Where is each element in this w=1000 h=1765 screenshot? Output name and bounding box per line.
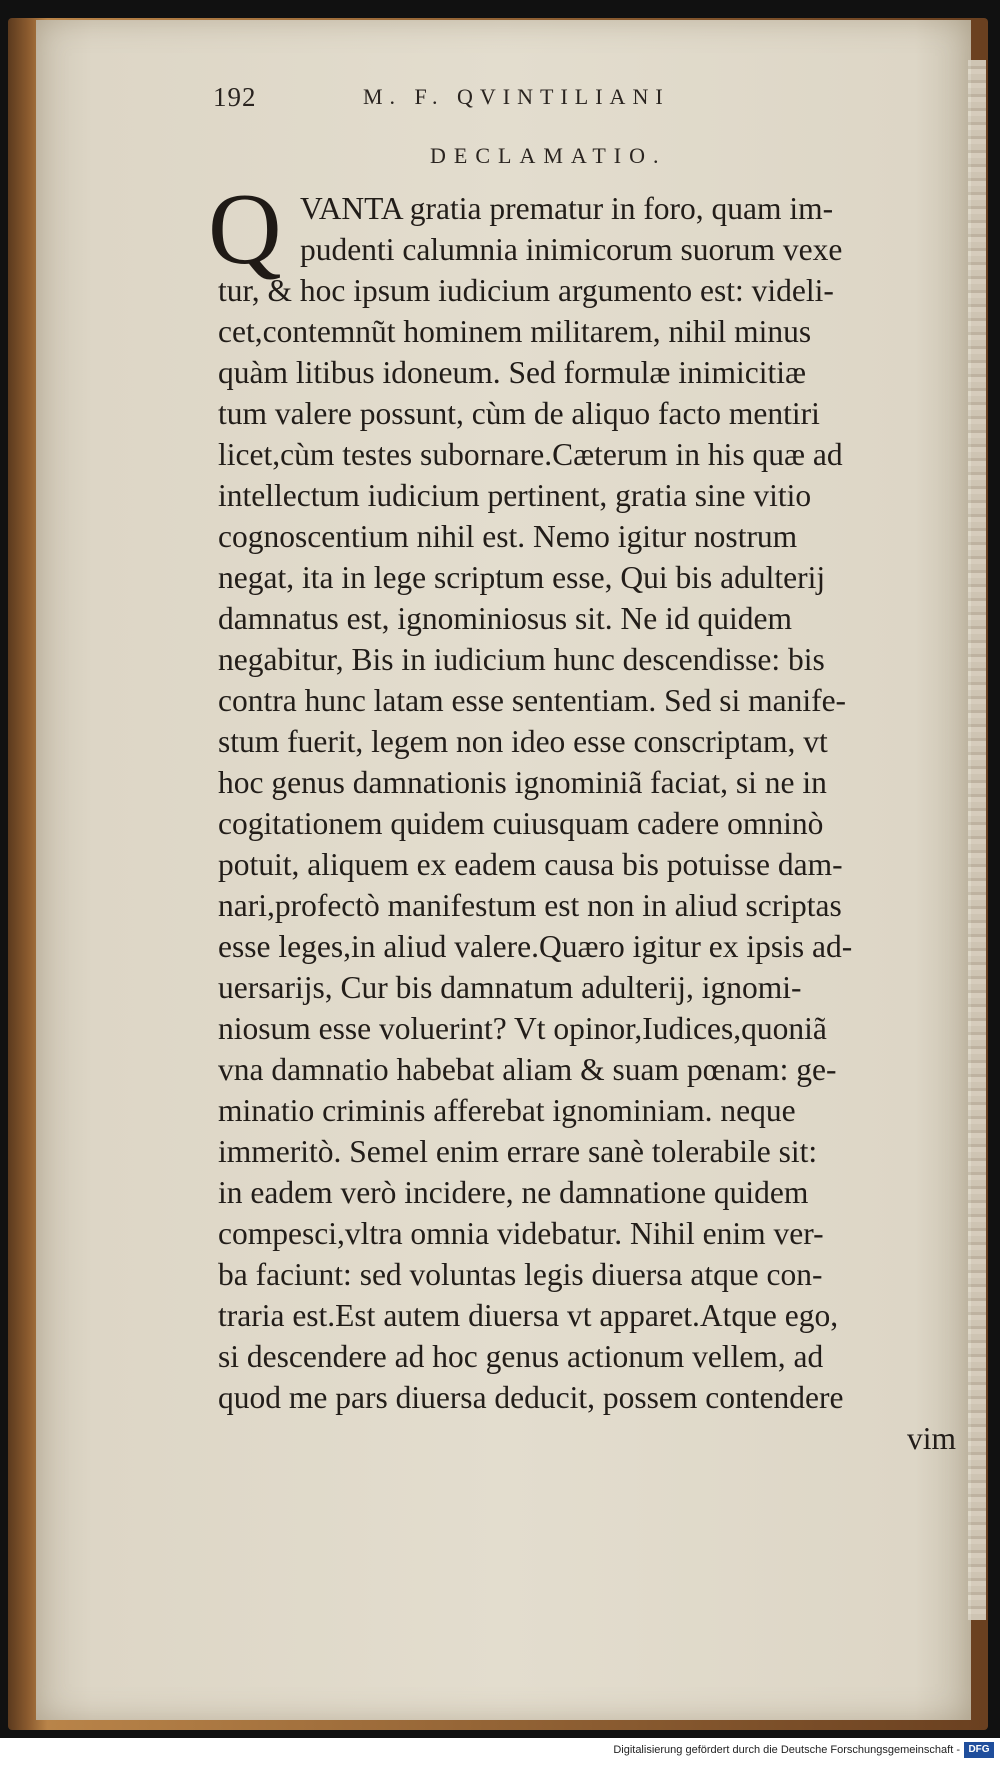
text-line: esse leges,in aliud valere.Quæro igitur ex ipsis ad- [218,929,853,964]
text-line: negat, ita in lege scriptum esse, Qui bis adulterij [218,560,826,595]
text-line: licet,cùm testes subornare.Cæterum in his quæ ad [218,437,843,472]
text-line: cogitationem quidem cuiusquam cadere omninò [218,806,824,841]
text-line: compesci,vltra omnia videbatur. Nihil enim ver- [218,1216,824,1251]
text-line: cet,contemnũt hominem militarem, nihil minus [218,314,812,349]
dfg-logo[interactable]: DFG [964,1742,994,1758]
text-line: VANTA gratia prematur in foro, quam im- [300,191,834,226]
body-text [208,173,956,1459]
funding-credit: Digitalisierung gefördert durch die Deutsche Forschungsgemeinschaft - [613,1744,960,1756]
text-line: si descendere ad hoc genus actionum vellem, ad [218,1339,824,1374]
text-line: intellectum iudicium pertinent, gratia sine vitio [218,478,812,513]
text-line: tur, & hoc ipsum iudicium argumento est: videli- [218,273,834,308]
text-line: potuit, aliquem ex eadem causa bis potuisse dam- [218,847,843,882]
text-line: vna damnatio habebat aliam & suam pœnam: ge- [218,1052,837,1087]
text-line: hoc genus damnationis ignominiã faciat, si ne in [218,765,827,800]
text-line: minatio criminis afferebat ignominiam. neque [218,1093,796,1128]
text-line: uersarijs, Cur bis damnatum adulterij, ignomi- [218,970,802,1005]
text-line: ba faciunt: sed voluntas legis diuersa atque con- [218,1257,823,1292]
text-line: cognoscentium nihil est. Nemo igitur nostrum [218,519,798,554]
text-line: negabitur, Bis in iudicium hunc descendisse: bis [218,642,825,677]
catchword: vim [906,1421,956,1456]
footer-bar [0,1738,1000,1765]
text-line: stum fuerit, legem non ideo esse conscriptam, vt [218,724,828,759]
text-line: nari,profectò manifestum est non in aliud scriptas [218,888,842,923]
section-title: DECLAMATIO. [430,143,667,168]
text-line: contra hunc latam esse sententiam. Sed si manife- [218,683,847,718]
text-line: quod me pars diuersa deducit, possem contendere [218,1380,844,1415]
text-line: in eadem verò incidere, ne damnatione quidem [218,1175,809,1210]
text-line: immeritò. Semel enim errare sanè tolerabile sit: [218,1134,818,1169]
text-line: traria est.Est autem diuersa vt apparet.Atque ego, [218,1298,839,1333]
text-line: tum valere possunt, cùm de aliquo facto mentiri [218,396,820,431]
page-header [175,80,865,120]
page-stack-edge [968,60,986,1620]
text-line: damnatus est, ignominiosus sit. Ne id quidem [218,601,792,636]
running-head: M. F. QVINTILIANI [363,84,670,109]
drop-cap: Q [208,173,282,286]
text-line: niosum esse voluerint? Vt opinor,Iudices,quoniã [218,1011,827,1046]
text-line: pudenti calumnia inimicorum suorum vexe [300,232,843,267]
text-line: quàm litibus idoneum. Sed formulæ inimicitiæ [218,355,806,390]
page-number: 192 [213,82,257,112]
